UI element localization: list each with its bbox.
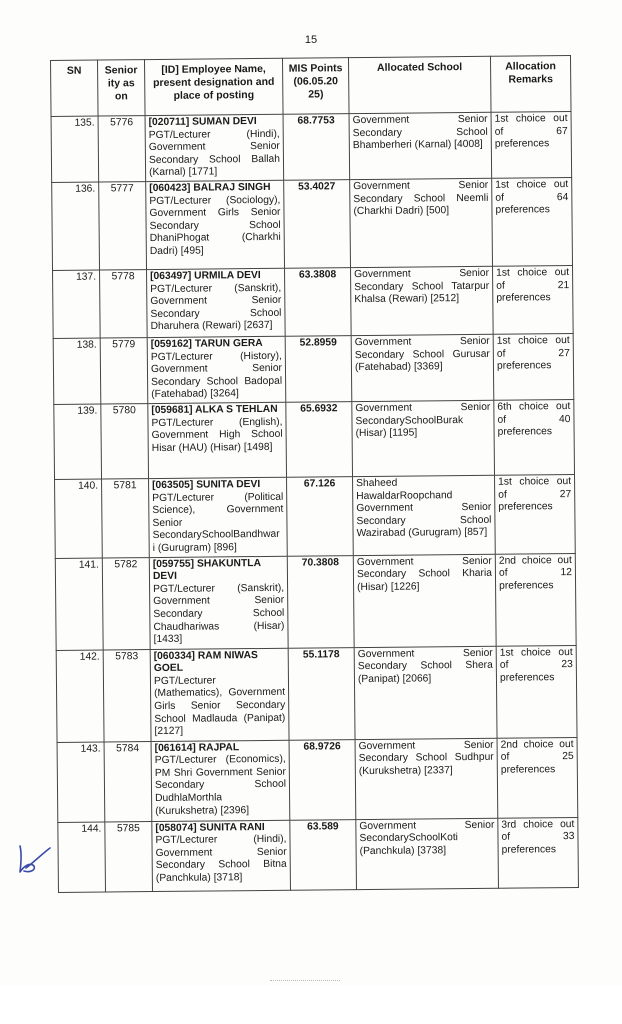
employee-designation: PGT/Lecturer (Hindi), Government Senior Secondary School Ballah (Karnal) [1771] <box>148 128 281 179</box>
cell-mis-points: 63.3808 <box>285 268 352 337</box>
cell-mis-points: 52.8959 <box>285 336 352 403</box>
table-row <box>53 265 574 338</box>
cell-allocated-school: Government Senior Secondary School Tatarpur Khalsa (Rewari) [2512] <box>351 266 494 335</box>
employee-designation: PGT/Lecturer (Sociology), Government Girls Senior Secondary School DhaniPhogat (Charkhi Dadri) [495] <box>149 194 281 257</box>
cell-mis-points: 67.126 <box>287 477 354 556</box>
cell-sn: 141. <box>55 558 103 650</box>
cell-allocation-remark: 1st choice out of 27 preferences <box>495 474 576 553</box>
employee-id-name: [058074] SUNITA RANI <box>155 821 265 834</box>
cell-employee <box>146 180 285 269</box>
cell-allocated-school: Government Senior Secondary School Sudhpur (Kurukshetra) [2337] <box>355 738 498 819</box>
cell-employee <box>149 556 288 649</box>
cell-mis-points: 53.4027 <box>284 180 351 269</box>
cell-allocation-remark: 1st choice out of 27 preferences <box>493 333 574 400</box>
header-sn: SN <box>51 60 99 116</box>
table-row <box>56 645 577 742</box>
employee-id-name: [059755] SHAKUNTLA DEVI <box>152 557 261 583</box>
handwritten-signature <box>12 842 52 876</box>
cell-employee <box>145 114 284 181</box>
header-points: MIS Points (06.05.20 25) <box>282 58 349 115</box>
cell-allocated-school: Shaheed HawaldarRoopchand Government Senior Secondary School Wazirabad (Gurugram) [857] <box>353 475 496 555</box>
page-number: 15 <box>304 34 318 46</box>
cell-sn: 140. <box>55 479 103 558</box>
cell-sn: 139. <box>54 404 102 479</box>
cell-sn: 137. <box>53 270 101 338</box>
header-seniority: Senior ity as on <box>98 60 146 116</box>
cell-mis-points: 63.589 <box>290 819 357 890</box>
cell-seniority: 5785 <box>105 821 153 891</box>
table-row <box>58 817 579 892</box>
cell-seniority: 5776 <box>98 116 146 182</box>
employee-id-name: [059162] TARUN GERA <box>150 337 263 351</box>
allocation-table <box>50 55 579 892</box>
cell-employee <box>149 477 288 557</box>
cell-allocation-remark: 2nd choice out of 12 preferences <box>495 553 576 646</box>
table-row <box>51 112 572 183</box>
table-row <box>54 399 575 479</box>
cell-seniority: 5780 <box>101 404 149 479</box>
employee-designation: PGT/Lecturer (Political Science), Government Senior SecondarySchoolBandhwar i (Gurugram) [896] <box>152 491 284 554</box>
header-allocated-school: Allocated School <box>348 56 491 113</box>
employee-id-name: [063505] SUNITA DEVI <box>152 478 261 492</box>
employee-designation: PGT/Lecturer (Sanskrit), Government Senior Secondary School Dharuhera (Rewari) [2637] <box>150 282 282 333</box>
cell-mis-points: 70.3808 <box>287 555 354 648</box>
cell-seniority: 5782 <box>102 557 150 649</box>
cell-allocation-remark: 1st choice out of 64 preferences <box>492 177 573 266</box>
cell-sn: 136. <box>52 182 100 270</box>
cell-seniority: 5779 <box>100 338 148 404</box>
cell-allocated-school: Government Senior Secondary School Neemli (Charkhi Dadri) [500] <box>350 178 493 267</box>
employee-designation: PGT/Lecturer (Hindi), Government Senior Secondary School Bitna (Panchkula) [3718] <box>155 833 287 884</box>
table-row <box>52 177 573 270</box>
cell-employee <box>152 820 291 891</box>
employee-id-name: [020711] SUMAN DEVI <box>148 116 257 129</box>
cell-employee <box>147 336 286 403</box>
cell-mis-points: 65.6932 <box>286 402 353 478</box>
employee-designation: PGT/Lecturer (English), Government High School Hisar (HAU) (Hisar) [1498] <box>151 416 283 454</box>
cell-sn: 135. <box>51 116 99 182</box>
cell-sn: 144. <box>58 822 106 892</box>
header-employee: [ID] Employee Name, present designation and place of posting <box>145 58 284 115</box>
cell-mis-points: 55.1178 <box>288 647 355 740</box>
table-row <box>57 737 578 822</box>
table-row <box>53 333 574 404</box>
cell-allocated-school: Government Senior SecondarySchoolKoti (Panchkula) [3738] <box>356 818 499 889</box>
employee-id-name: [060423] BALRAJ SINGH <box>149 181 271 195</box>
cell-sn: 138. <box>53 338 101 404</box>
cell-seniority: 5777 <box>99 182 147 270</box>
cell-mis-points: 68.7753 <box>283 114 350 181</box>
cell-seniority: 5784 <box>104 741 152 821</box>
cell-allocation-remark: 6th choice out of 40 preferences <box>494 399 575 475</box>
employee-id-name: [061614] RAJPAL <box>154 741 240 754</box>
cell-seniority: 5781 <box>102 479 150 558</box>
cell-allocated-school: Government Senior Secondary School Kharia (Hisar) [1226] <box>353 554 496 647</box>
cell-employee <box>151 740 290 821</box>
cell-allocation-remark: 3rd choice out of 33 preferences <box>498 817 579 888</box>
table-row <box>55 553 576 650</box>
cell-seniority: 5783 <box>103 649 151 741</box>
cell-sn: 143. <box>57 742 105 822</box>
header-allocation-remarks: Allocation Remarks <box>490 56 571 113</box>
cell-allocated-school: Government Senior Secondary School Bhamberheri (Karnal) [4008] <box>349 112 492 179</box>
cell-allocated-school: Government Senior Secondary School Gurusar (Fatehabad) [3369] <box>351 334 494 401</box>
employee-id-name: [060334] RAM NIWAS GOEL <box>153 649 258 675</box>
cell-allocation-remark: 1st choice out of 67 preferences <box>491 112 572 179</box>
cell-allocation-remark: 1st choice out of 23 preferences <box>496 645 577 738</box>
bottom-margin <box>0 985 622 1024</box>
employee-designation: PGT/Lecturer (Sanskrit), Government Senior Secondary School Chaudhariwas (Hisar) [1433] <box>153 582 285 646</box>
cell-allocation-remark: 2nd choice out of 25 preferences <box>497 737 578 818</box>
employee-id-name: [063497] URMILA DEVI <box>150 269 261 283</box>
cell-allocation-remark: 1st choice out of 21 preferences <box>493 265 574 334</box>
cell-mis-points: 68.9726 <box>289 739 356 820</box>
cell-employee <box>150 648 289 741</box>
table-row <box>55 474 576 558</box>
cell-allocated-school: Government Senior SecondarySchoolBurak (Hisar) [1195] <box>352 400 495 476</box>
cell-seniority: 5778 <box>100 270 148 338</box>
cell-employee <box>147 268 286 337</box>
employee-id-name: [059681] ALKA S TEHLAN <box>151 403 278 417</box>
cell-sn: 142. <box>56 650 104 742</box>
employee-designation: PGT/Lecturer (Mathematics), Government Girls Senior Secondary School Madlauda (Panipat) [2127] <box>153 675 286 738</box>
employee-designation: PGT/Lecturer (History), Government Senior Secondary School Badopal (Fatehabad) [3264] <box>150 350 283 401</box>
cell-employee <box>148 402 287 478</box>
employee-designation: PGT/Lecturer (Economics), PM Shri Government Senior Secondary School DudhlaMorthla (Kurukshetra) [2396] <box>154 753 287 817</box>
cell-allocated-school: Government Senior Secondary School Shera (Panipat) [2066] <box>354 646 497 739</box>
